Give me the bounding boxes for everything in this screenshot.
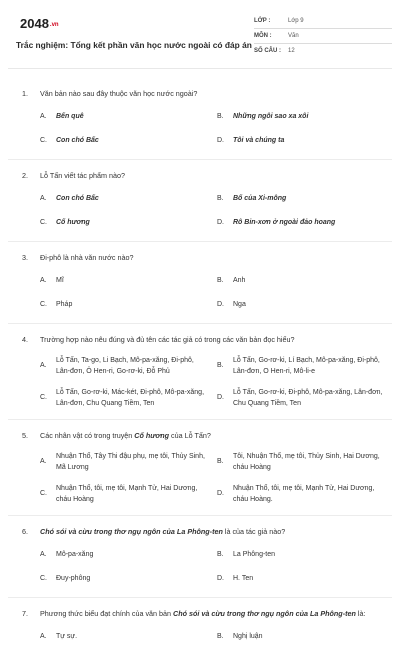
option-letter: B. (217, 362, 224, 369)
question-text-emphasis: Chó sói và cừu trong thơ ngụ ngôn của La Phông-ten (40, 527, 223, 536)
option-letter: B. (217, 113, 224, 120)
question-text-suffix: là: (355, 609, 366, 618)
option-letter: A. (40, 195, 47, 202)
option-text: Con chó Bấc (56, 195, 99, 202)
option-letter: C. (40, 137, 47, 144)
meta-value: Văn (288, 33, 299, 39)
option-letter: A. (40, 458, 47, 465)
option-d[interactable] (217, 387, 384, 409)
option-text: Đuy-phông (56, 575, 91, 582)
option-letter: B. (217, 551, 224, 558)
question-number: 4. (22, 335, 28, 344)
question-number: 3. (22, 253, 28, 262)
option-a[interactable] (40, 451, 207, 473)
logo-text: 2048 (20, 16, 49, 31)
divider (8, 597, 392, 598)
meta-row-count (254, 44, 392, 58)
question-stem (22, 334, 384, 345)
question-stem (22, 170, 384, 181)
question-text: Trường hợp nào nêu đúng và đủ tên các tác giả có trong các văn bản đọc hiểu? (40, 335, 295, 344)
question-1 (8, 88, 392, 159)
question-number: 2. (22, 171, 28, 180)
option-letter: D. (217, 137, 224, 144)
option-letter: A. (40, 277, 47, 284)
option-a[interactable] (40, 549, 207, 561)
site-logo[interactable] (20, 16, 243, 31)
options (22, 355, 384, 419)
option-letter: D. (217, 301, 224, 308)
question-3 (8, 252, 392, 323)
option-letter: D. (217, 575, 224, 582)
option-d[interactable] (217, 299, 384, 311)
question-stem (22, 608, 384, 619)
option-c[interactable] (40, 135, 207, 147)
option-text: Mĩ (56, 277, 64, 284)
option-text: Lỗ Tấn, Go-rơ-ki, Mác-két, Đi-phô, Mô-pa-xăng, Lân-đơn, Chu Quang Tiềm, Ten (56, 389, 205, 407)
meta-row-subject (254, 29, 392, 44)
option-c[interactable] (40, 483, 207, 505)
divider (8, 419, 392, 420)
logo-suffix: .vn (49, 22, 59, 28)
option-letter: C. (40, 219, 47, 226)
question-text-emphasis: Cố hương (134, 431, 170, 440)
question-stem (22, 430, 384, 441)
question-6 (8, 526, 392, 597)
question-text-suffix: của Lỗ Tấn? (169, 431, 211, 440)
option-letter: C. (40, 301, 47, 308)
divider (8, 323, 392, 324)
question-7 (8, 608, 392, 655)
option-letter: C. (40, 490, 47, 497)
meta-table (254, 14, 392, 68)
divider (8, 159, 392, 160)
option-text: Bố của Xi-mông (233, 195, 287, 202)
question-text-prefix: Phương thức biểu đạt chính của văn bản (40, 609, 174, 618)
option-letter: B. (217, 458, 224, 465)
option-d[interactable] (217, 573, 384, 585)
question-number: 7. (22, 609, 28, 618)
meta-row-class (254, 14, 392, 29)
option-text: Nhuận Thổ, tôi, mẹ tôi, Mạnh Tử, Hai Dương, cháu Hoàng (56, 485, 198, 503)
option-text: Nhuận Thổ, tôi, mẹ tôi, Mạnh Tử, Hai Dương, cháu Hoàng. (233, 485, 375, 503)
option-text: Lỗ Tấn, Go-rơ-ki, Đi-phô, Mô-pa-xăng, Lân-đơn, Chu Quang Tiềm, Ten (233, 389, 383, 407)
meta-label: SỐ CÂU : (254, 48, 281, 54)
option-text: Tôi và chúng ta (233, 137, 285, 144)
option-letter: A. (40, 362, 47, 369)
option-text: Con chó Bấc (56, 137, 99, 144)
question-text (40, 608, 384, 619)
question-2 (8, 170, 392, 241)
option-a[interactable] (40, 111, 207, 123)
option-a[interactable] (40, 631, 207, 643)
question-stem (22, 526, 384, 537)
option-d[interactable] (217, 217, 384, 229)
question-text: Văn bản nào sau đây thuộc văn học nước ngoài? (40, 89, 198, 98)
options (22, 111, 384, 159)
option-d[interactable] (217, 135, 384, 147)
option-b[interactable] (217, 193, 384, 205)
option-letter: A. (40, 113, 47, 120)
option-c[interactable] (40, 217, 207, 229)
options (22, 193, 384, 241)
question-4 (8, 334, 392, 419)
option-text: Anh (233, 277, 246, 284)
option-text: Lỗ Tấn, Go-rơ-ki, Lí Bạch, Mô-pa-xăng, Đi-phô, Lân-đơn, O Hen-ri, Mô-li-e (233, 357, 380, 375)
worksheet-header (8, 8, 392, 69)
option-b[interactable] (217, 355, 384, 377)
header-left (8, 8, 252, 68)
worksheet-title: Trắc nghiệm: Tổng kết phần văn học nước ngoài có đáp án (16, 40, 252, 50)
option-b[interactable] (217, 549, 384, 561)
option-letter: C. (40, 394, 47, 401)
question-number: 6. (22, 527, 28, 536)
divider (8, 241, 392, 242)
option-text: Những ngôi sao xa xôi (233, 113, 309, 120)
option-a[interactable] (40, 193, 207, 205)
question-text (40, 526, 384, 537)
meta-value: Lớp 9 (288, 18, 304, 24)
option-letter: B. (217, 195, 224, 202)
option-letter: A. (40, 551, 47, 558)
options (22, 549, 384, 597)
option-letter: B. (217, 277, 224, 284)
question-stem (22, 88, 384, 99)
question-5 (8, 430, 392, 515)
option-a[interactable] (40, 275, 207, 287)
meta-value: 12 (288, 48, 295, 54)
option-text: Nhuận Thổ, Tây Thi đậu phụ, mẹ tôi, Thủy Sinh, Mã Lương (56, 453, 205, 471)
meta-label: MÔN : (254, 33, 272, 39)
option-letter: B. (217, 633, 224, 640)
question-text: Đi-phô là nhà văn nước nào? (40, 253, 134, 262)
option-text: Pháp (56, 301, 73, 308)
option-text: Tôi, Nhuận Thổ, mẹ tôi, Thủy Sinh, Hai Dương, cháu Hoàng (233, 453, 380, 471)
option-letter: D. (217, 490, 224, 497)
option-b[interactable] (217, 275, 384, 287)
option-d[interactable] (217, 483, 384, 505)
option-text: Tự sự. (56, 633, 78, 640)
option-text: Nga (233, 301, 246, 308)
option-text: H. Ten (233, 575, 254, 582)
option-text: Mô-pa-xăng (56, 551, 94, 558)
option-text: Lỗ Tấn, Ta-go, Li Bạch, Mô-pa-xăng, Đi-phô, Lân-đơn, Ô Hen-ri, Go-rơ-ki, Đỗ Phủ (56, 357, 194, 375)
options (22, 275, 384, 323)
option-letter: A. (40, 633, 47, 640)
option-letter: D. (217, 394, 224, 401)
option-text: La Phông-ten (233, 551, 276, 558)
option-letter: D. (217, 219, 224, 226)
divider (8, 515, 392, 516)
option-letter: C. (40, 575, 47, 582)
options (22, 631, 384, 655)
question-text: Lỗ Tấn viết tác phẩm nào? (40, 171, 125, 180)
option-text: Bến quê (56, 113, 84, 120)
option-a[interactable] (40, 355, 207, 377)
option-text: Nghị luận (233, 633, 263, 640)
meta-label: LỚP : (254, 18, 271, 24)
options (22, 451, 384, 515)
option-c[interactable] (40, 573, 207, 585)
worksheet-page (8, 0, 392, 655)
question-text-emphasis: Chó sói và cừu trong thơ ngụ ngôn của La Phông-ten (173, 609, 356, 618)
option-text: Cố hương (56, 219, 90, 226)
question-number: 5. (22, 431, 28, 440)
question-text-prefix: Các nhân vật có trong truyện (40, 431, 135, 440)
question-number: 1. (22, 89, 28, 98)
option-c[interactable] (40, 387, 207, 409)
option-c[interactable] (40, 299, 207, 311)
question-text (40, 430, 384, 441)
option-b[interactable] (217, 451, 384, 473)
question-text-suffix: là của tác giả nào? (222, 527, 286, 536)
option-text: Rô Bin-xơn ở ngoài đảo hoang (233, 219, 336, 226)
option-b[interactable] (217, 111, 384, 123)
question-stem (22, 252, 384, 263)
option-b[interactable] (217, 631, 384, 643)
